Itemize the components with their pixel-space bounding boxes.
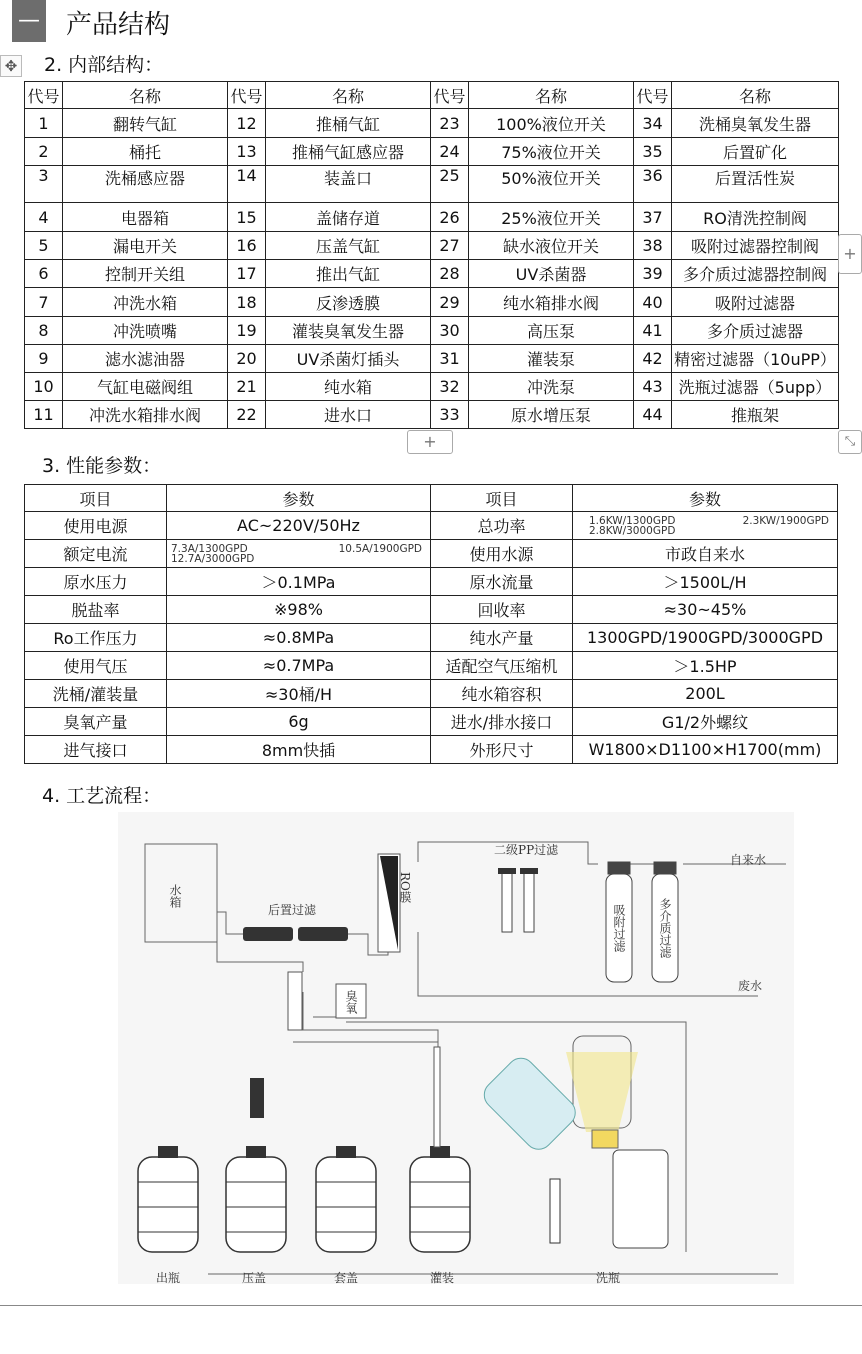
cell-item: 使用电源 xyxy=(25,512,167,540)
cell-code: 40 xyxy=(634,288,672,317)
performance-table xyxy=(24,484,838,764)
cell-item: 总功率 xyxy=(431,512,573,540)
cell-param: 200L xyxy=(573,680,838,708)
table-row xyxy=(25,596,838,624)
cell-name: 冲洗泵 xyxy=(469,373,634,401)
param-line: 1.6KW/1300GPD xyxy=(589,514,676,527)
header-col_param: 参数 xyxy=(573,485,838,512)
cell-code: 44 xyxy=(634,401,672,429)
label-multi: 多介质过滤 xyxy=(658,898,672,958)
cell-name: 压盖气缸 xyxy=(266,232,431,260)
cell-code: 10 xyxy=(25,373,63,401)
cell-param-multi xyxy=(167,540,431,568)
table-row xyxy=(25,166,839,203)
table-row xyxy=(25,708,838,736)
cell-item: 适配空气压缩机 xyxy=(431,652,573,680)
cell-code: 37 xyxy=(634,203,672,232)
cell-code: 3 xyxy=(25,166,63,203)
table-row xyxy=(25,680,838,708)
cell-code: 20 xyxy=(228,345,266,373)
cell-item: Ro工作压力 xyxy=(25,624,167,652)
cell-code: 14 xyxy=(228,166,266,203)
cell-name: 装盖口 xyxy=(266,166,431,203)
table-row xyxy=(25,109,839,138)
section-marker: — xyxy=(12,0,46,42)
cell-item: 外形尺寸 xyxy=(431,736,573,764)
param-line: 2.8KW/3000GPD xyxy=(589,524,676,537)
cell-item: 进气接口 xyxy=(25,736,167,764)
cell-item: 使用气压 xyxy=(25,652,167,680)
process-flow-diagram xyxy=(118,812,794,1284)
cell-item: 纯水箱容积 xyxy=(431,680,573,708)
cell-param-multi xyxy=(573,512,838,540)
page-title: 产品结构 xyxy=(66,10,171,40)
bottle-out xyxy=(138,1157,198,1252)
cell-name: 反渗透膜 xyxy=(266,288,431,317)
cell-name: 推桶气缸感应器 xyxy=(266,138,431,166)
cell-code: 1 xyxy=(25,109,63,138)
cell-name: 控制开关组 xyxy=(63,260,228,288)
bottle-cap-set xyxy=(316,1157,376,1252)
header-col_param: 参数 xyxy=(167,485,431,512)
cell-name: 滤水滤油器 xyxy=(63,345,228,373)
cell-code: 21 xyxy=(228,373,266,401)
cell-item: 额定电流 xyxy=(25,540,167,568)
cell-item: 进水/排水接口 xyxy=(431,708,573,736)
cell-name: 洗桶臭氧发生器 xyxy=(672,109,839,138)
table-row xyxy=(25,232,839,260)
table-row xyxy=(25,736,838,764)
cell-name: UV杀菌器 xyxy=(469,260,634,288)
cell-code: 43 xyxy=(634,373,672,401)
header-code: 代号 xyxy=(431,82,469,109)
cell-code: 11 xyxy=(25,401,63,429)
cell-param: ≈30桶/H xyxy=(167,680,431,708)
cell-name: 吸附过滤器 xyxy=(672,288,839,317)
table-row xyxy=(25,540,838,568)
cell-name: 原水增压泵 xyxy=(469,401,634,429)
cell-param: ※98% xyxy=(167,596,431,624)
bottle-fill xyxy=(410,1157,470,1252)
cell-code: 38 xyxy=(634,232,672,260)
header-name: 名称 xyxy=(63,82,228,109)
table-row xyxy=(25,260,839,288)
header-name: 名称 xyxy=(672,82,839,109)
cell-name: 后置活性炭 xyxy=(672,166,839,203)
cell-name: 电器箱 xyxy=(63,203,228,232)
cell-code: 9 xyxy=(25,345,63,373)
label-water-tank: 水箱 xyxy=(168,884,182,908)
cell-name: UV杀菌灯插头 xyxy=(266,345,431,373)
table-row xyxy=(25,624,838,652)
cell-code: 34 xyxy=(634,109,672,138)
cell-item: 原水流量 xyxy=(431,568,573,596)
cell-name: 吸附过滤器控制阀 xyxy=(672,232,839,260)
cell-param: AC~220V/50Hz xyxy=(167,512,431,540)
header-col_item: 项目 xyxy=(25,485,167,512)
label-post-filter: 后置过滤 xyxy=(268,903,317,917)
section-performance-title: 3. 性能参数： xyxy=(42,455,162,477)
cell-code: 41 xyxy=(634,317,672,345)
cell-name: 洗瓶过滤器（5upp） xyxy=(672,373,839,401)
cell-name: 漏电开关 xyxy=(63,232,228,260)
label-fill: 灌装 xyxy=(430,1271,455,1284)
cell-param: G1/2外螺纹 xyxy=(573,708,838,736)
param-line: 10.5A/1900GPD xyxy=(338,542,422,555)
cell-name: 推桶气缸 xyxy=(266,109,431,138)
cell-code: 6 xyxy=(25,260,63,288)
cell-name: 桶托 xyxy=(63,138,228,166)
cell-name: 多介质过滤器控制阀 xyxy=(672,260,839,288)
cell-code: 39 xyxy=(634,260,672,288)
cell-code: 25 xyxy=(431,166,469,203)
cell-code: 15 xyxy=(228,203,266,232)
label-cap-set: 套盖 xyxy=(334,1271,359,1284)
table-row xyxy=(25,288,839,317)
cell-code: 35 xyxy=(634,138,672,166)
cell-param: 8mm快插 xyxy=(167,736,431,764)
cell-code: 2 xyxy=(25,138,63,166)
cell-code: 28 xyxy=(431,260,469,288)
cell-item: 原水压力 xyxy=(25,568,167,596)
cell-param: ≈0.8MPa xyxy=(167,624,431,652)
cell-code: 33 xyxy=(431,401,469,429)
header-name: 名称 xyxy=(469,82,634,109)
cell-name: 盖储存道 xyxy=(266,203,431,232)
cell-param: 6g xyxy=(167,708,431,736)
cell-item: 洗桶/灌装量 xyxy=(25,680,167,708)
cell-name: 冲洗水箱 xyxy=(63,288,228,317)
cell-code: 7 xyxy=(25,288,63,317)
table-resize-handle-icon[interactable]: ⤡ xyxy=(838,430,862,454)
cell-item: 脱盐率 xyxy=(25,596,167,624)
label-adsorb: 吸附过滤 xyxy=(612,904,626,952)
cell-name: 进水口 xyxy=(266,401,431,429)
table-row xyxy=(25,401,839,429)
cell-code: 36 xyxy=(634,166,672,203)
cell-name: 纯水箱排水阀 xyxy=(469,288,634,317)
cell-name: 后置矿化 xyxy=(672,138,839,166)
table-row xyxy=(25,512,838,540)
header-code: 代号 xyxy=(228,82,266,109)
cell-code: 16 xyxy=(228,232,266,260)
label-out: 出瓶 xyxy=(156,1271,181,1284)
table-row xyxy=(25,317,839,345)
table-row xyxy=(25,203,839,232)
cell-name: 冲洗水箱排水阀 xyxy=(63,401,228,429)
cell-item: 纯水产量 xyxy=(431,624,573,652)
cell-code: 30 xyxy=(431,317,469,345)
cell-code: 26 xyxy=(431,203,469,232)
table-header-row xyxy=(25,82,839,109)
cell-code: 5 xyxy=(25,232,63,260)
cell-code: 19 xyxy=(228,317,266,345)
cell-name: 高压泵 xyxy=(469,317,634,345)
section-process-title: 4. 工艺流程： xyxy=(42,785,162,807)
param-line: 12.7A/3000GPD xyxy=(171,552,255,565)
cell-name: RO清洗控制阀 xyxy=(672,203,839,232)
cell-name: 100%液位开关 xyxy=(469,109,634,138)
cell-param: ≈30~45% xyxy=(573,596,838,624)
cell-param: ＞1.5HP xyxy=(573,652,838,680)
section-internal-title: 2. 内部结构： xyxy=(44,54,164,76)
label-ro: RO膜 xyxy=(398,872,412,903)
cell-name: 纯水箱 xyxy=(266,373,431,401)
table-row xyxy=(25,345,839,373)
table-row xyxy=(25,568,838,596)
param-line: 7.3A/1300GPD xyxy=(171,542,248,555)
cell-code: 29 xyxy=(431,288,469,317)
add-row-button[interactable]: + xyxy=(407,430,453,454)
cell-code: 17 xyxy=(228,260,266,288)
table-move-handle-icon[interactable]: ✥ xyxy=(0,55,22,77)
cell-code: 8 xyxy=(25,317,63,345)
cell-name: 50%液位开关 xyxy=(469,166,634,203)
cell-name: 推瓶架 xyxy=(672,401,839,429)
cell-code: 4 xyxy=(25,203,63,232)
cell-param: ＞1500L/H xyxy=(573,568,838,596)
table-row xyxy=(25,652,838,680)
cell-name: 精密过滤器（10uPP） xyxy=(672,345,839,373)
cell-code: 24 xyxy=(431,138,469,166)
cell-name: 灌装泵 xyxy=(469,345,634,373)
table-header-row xyxy=(25,485,838,512)
header-code: 代号 xyxy=(25,82,63,109)
cell-name: 75%液位开关 xyxy=(469,138,634,166)
cell-code: 22 xyxy=(228,401,266,429)
cell-param: W1800×D1100×H1700(mm) xyxy=(573,736,838,764)
label-tap: 自来水 xyxy=(730,853,767,867)
cell-code: 23 xyxy=(431,109,469,138)
label-waste: 废水 xyxy=(738,979,763,993)
internal-structure-table xyxy=(24,81,839,429)
header-col_item: 项目 xyxy=(431,485,573,512)
cell-name: 25%液位开关 xyxy=(469,203,634,232)
add-column-button[interactable]: + xyxy=(838,234,862,274)
cell-code: 12 xyxy=(228,109,266,138)
bottle-cap-press xyxy=(226,1157,286,1252)
label-wash: 洗瓶 xyxy=(596,1271,621,1284)
cell-name: 推出气缸 xyxy=(266,260,431,288)
table-row xyxy=(25,373,839,401)
cell-item: 使用水源 xyxy=(431,540,573,568)
cell-code: 18 xyxy=(228,288,266,317)
bottom-divider xyxy=(0,1305,862,1306)
cell-param: ≈0.7MPa xyxy=(167,652,431,680)
cell-item: 回收率 xyxy=(431,596,573,624)
label-cap-press: 压盖 xyxy=(242,1271,267,1284)
cell-name: 冲洗喷嘴 xyxy=(63,317,228,345)
cell-code: 27 xyxy=(431,232,469,260)
label-pp: 二级PP过滤 xyxy=(494,843,559,857)
label-ozone: 臭氧 xyxy=(344,990,358,1014)
cell-param: 市政自来水 xyxy=(573,540,838,568)
cell-name: 多介质过滤器 xyxy=(672,317,839,345)
cell-name: 洗桶感应器 xyxy=(63,166,228,203)
cell-item: 臭氧产量 xyxy=(25,708,167,736)
header-code: 代号 xyxy=(634,82,672,109)
cell-name: 缺水液位开关 xyxy=(469,232,634,260)
cell-name: 翻转气缸 xyxy=(63,109,228,138)
header-name: 名称 xyxy=(266,82,431,109)
table-row xyxy=(25,138,839,166)
cell-name: 灌装臭氧发生器 xyxy=(266,317,431,345)
cell-code: 31 xyxy=(431,345,469,373)
cell-name: 气缸电磁阀组 xyxy=(63,373,228,401)
cell-code: 13 xyxy=(228,138,266,166)
cell-param: 1300GPD/1900GPD/3000GPD xyxy=(573,624,838,652)
cell-code: 32 xyxy=(431,373,469,401)
param-line: 2.3KW/1900GPD xyxy=(742,514,829,527)
cell-param: ＞0.1MPa xyxy=(167,568,431,596)
cell-code: 42 xyxy=(634,345,672,373)
